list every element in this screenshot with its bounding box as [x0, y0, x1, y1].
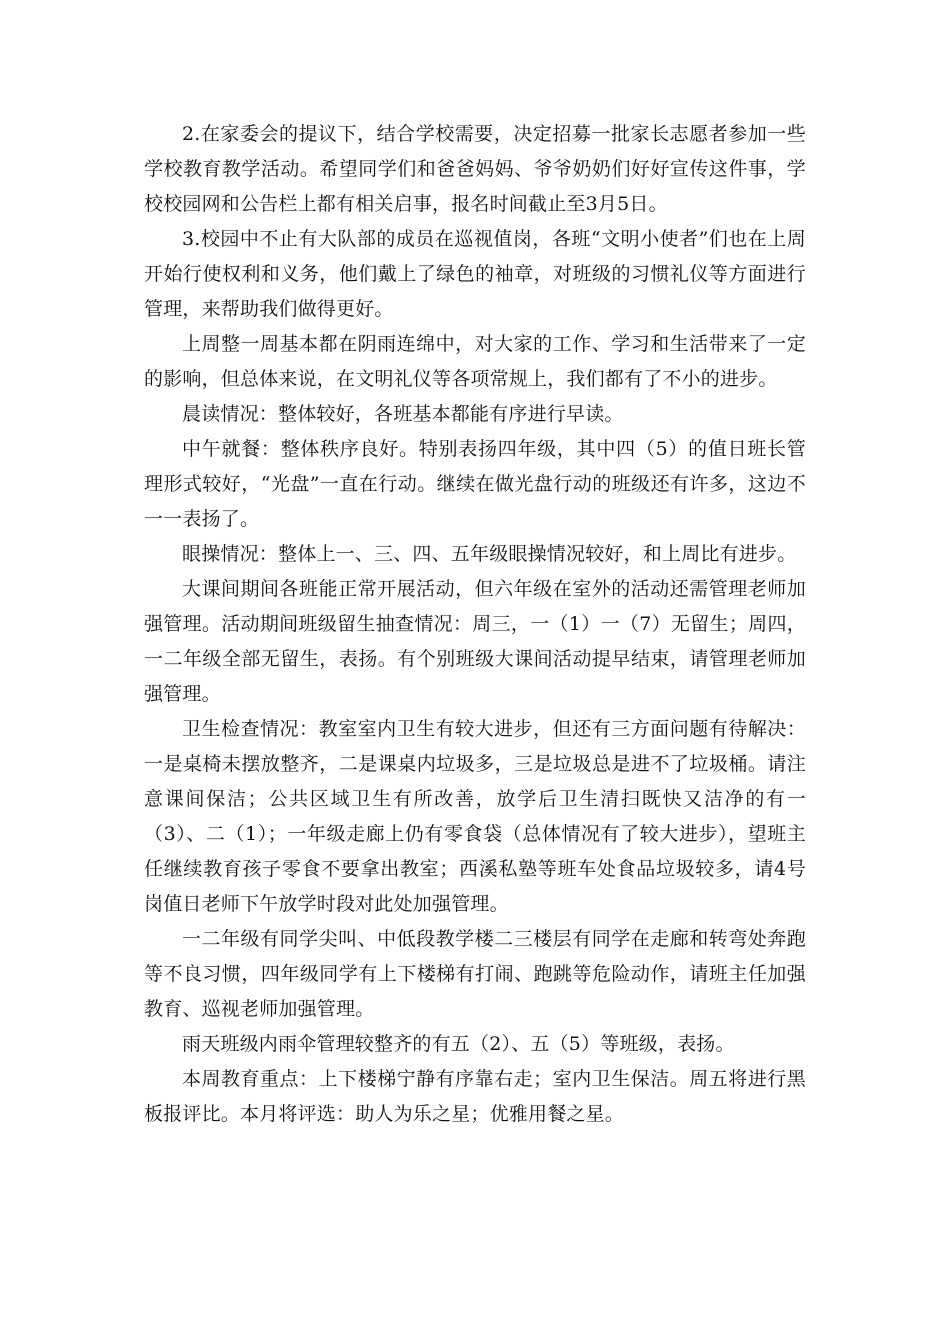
- paragraph-weekly-focus: 本周教育重点：上下楼梯宁静有序靠右走；室内卫生保洁。周五将进行黑板报评比。本月将评选：助人为乐之星；优雅用餐之星。: [144, 1068, 806, 1125]
- paragraph-lunch: 中午就餐：整体秩序良好。特别表扬四年级，其中四（5）的值日班长管理形式较好，“光盘”一直在行动。继续在做光盘行动的班级还有许多，这边不一一表扬了。: [144, 438, 806, 530]
- paragraph-eye-exercises: 眼操情况：整体上一、三、四、五年级眼操情况较好，和上周比有进步。: [182, 543, 797, 565]
- paragraph-volunteers: 2.在家委会的提议下，结合学校需要，决定招募一批家长志愿者参加一些学校教育教学活动。希望同学们和爸爸妈妈、爷爷奶奶们好好宣传这件事，学校校园网和公告栏上都有相关启事，报名时间截止至3月5日。: [144, 123, 806, 215]
- paragraph-weekly-summary: 上周整一周基本都在阴雨连绵中，对大家的工作、学习和生活带来了一定的影响，但总体来说，在文明礼仪等各项常规上，我们都有了不小的进步。: [144, 333, 806, 390]
- document-page: [144, 117, 806, 1132]
- paragraph-hygiene-inspection: 卫生检查情况：教室室内卫生有较大进步，但还有三方面问题有待解决：一是桌椅未摆放整齐，二是课桌内垃圾多，三是垃圾总是进不了垃圾桶。请注意课间保洁；公共区域卫生有所改善，放学后卫生清扫既快又洁净的有一（3）、二（1）；一年级走廊上仍有零食袋（总体情况有了较大进步），望班主任继续教育孩子零食不要拿出教室；西溪私塾等班车处食品垃圾较多，请4号岗值日老师下午放学时段对此处加强管理。: [144, 718, 806, 915]
- paragraph-morning-reading: 晨读情况：整体较好，各班基本都能有序进行早读。: [182, 403, 624, 425]
- paragraph-recess-activities: 大课间期间各班能正常开展活动，但六年级在室外的活动还需管理老师加强管理。活动期间班级留生抽查情况：周三，一（1）一（7）无留生；周四，一二年级全部无留生，表扬。有个别班级大课间活动提早结束，请管理老师加强管理。: [144, 578, 806, 705]
- paragraph-bad-habits: 一二年级有同学尖叫、中低段教学楼二三楼层有同学在走廊和转弯处奔跑等不良习惯，四年级同学有上下楼梯有打闹、跑跳等危险动作，请班主任加强教育、巡视老师加强管理。: [144, 928, 806, 1020]
- paragraph-umbrellas: 雨天班级内雨伞管理较整齐的有五（2）、五（5）等班级，表扬。: [182, 1033, 735, 1055]
- paragraph-civility-envoys: 3.校园中不止有大队部的成员在巡视值岗，各班“文明小使者”们也在上周开始行使权利和义务，他们戴上了绿色的袖章，对班级的习惯礼仪等方面进行管理，来帮助我们做得更好。: [144, 228, 806, 320]
